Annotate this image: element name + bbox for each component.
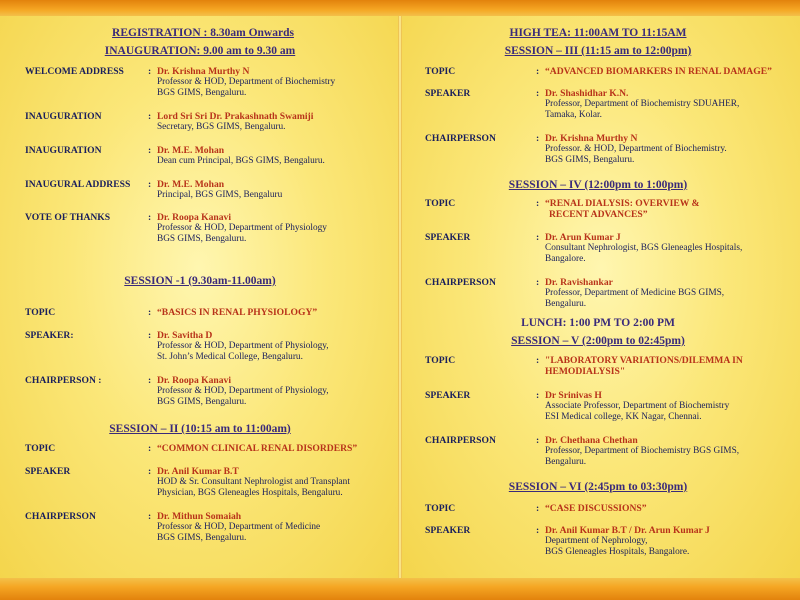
colon: : [148,111,152,122]
speaker-label: SPEAKER [425,88,471,99]
session-3-chair-name: Dr. Krishna Murthy N [545,133,638,144]
colon: : [148,443,152,454]
colon: : [148,511,152,522]
lunch-heading: LUNCH: 1:00 PM TO 2:00 PM [521,317,675,329]
row-label-inauguration: INAUGURATION [25,145,102,156]
inauguration-name: Lord Sri Sri Dr. Prakashnath Swamiji [157,111,314,122]
colon: : [148,179,152,190]
colon: : [536,198,540,209]
colon: : [148,330,152,341]
high-tea-heading: HIGH TEA: 11:00AM TO 11:15AM [509,27,687,39]
session-2-chair-detail: BGS GIMS, Bengaluru. [157,533,247,543]
inaugural-address-name: Dr. M.E. Mohan [157,179,225,190]
colon: : [536,503,540,514]
colon: : [148,307,152,318]
session-4-chair-detail: Bengaluru. [545,299,587,309]
session-3-speaker-detail: Tamaka, Kolar. [545,110,602,120]
colon: : [536,232,540,243]
chairperson-label: CHAIRPERSON [25,511,96,522]
session-1-heading: SESSION -1 (9.30am-11.00am) [124,275,276,287]
topic-label: TOPIC [425,503,456,514]
session-1-topic: “BASICS IN RENAL PHYSIOLOGY” [157,307,318,318]
inauguration-detail: Dean cum Principal, BGS GIMS, Bengaluru. [157,156,325,166]
session-6-topic: “CASE DISCUSSIONS” [545,503,647,514]
topic-label: TOPIC [425,198,456,209]
session-6-speaker-detail: Department of Nephrology, [545,536,648,546]
session-6-speaker-name: Dr. Anil Kumar B.T / Dr. Arun Kumar J [545,525,710,536]
colon: : [148,375,152,386]
session-3-speaker-name: Dr. Shashidhar K.N. [545,88,629,99]
session-2-speaker-name: Dr. Anil Kumar B.T [157,466,239,477]
colon: : [536,355,540,366]
colon: : [536,88,540,99]
session-3-topic: “ADVANCED BIOMARKERS IN RENAL DAMAGE” [545,66,772,77]
topic-label: TOPIC [25,443,56,454]
session-5-topic: HEMODIALYSIS" [545,366,626,377]
session-3-heading: SESSION – III (11:15 am to 12:00pm) [504,45,692,57]
session-5-speaker-detail: Associate Professor, Department of Biochemistry [545,401,730,411]
row-label-inauguration: INAUGURATION [25,111,102,122]
session-6-speaker-detail: BGS Gleneagles Hospitals, Bangalore. [545,547,690,557]
vote-of-thanks-detail: Professor & HOD, Department of Physiology [157,223,327,233]
session-3-chair-detail: BGS GIMS, Bengaluru. [545,155,635,165]
speaker-label: SPEAKER [425,525,471,536]
session-2-topic: “COMMON CLINICAL RENAL DISORDERS” [157,443,358,454]
topic-label: TOPIC [25,307,56,318]
row-label-welcome-address: WELCOME ADDRESS [25,66,124,77]
session-4-speaker-detail: Bangalore. [545,254,586,264]
colon: : [536,133,540,144]
inauguration-name: Dr. M.E. Mohan [157,145,225,156]
session-1-speaker-detail: Professor & HOD, Department of Physiology, [157,341,329,351]
vote-of-thanks-name: Dr. Roopa Kanavi [157,212,232,223]
colon: : [148,145,152,156]
speaker-label: SPEAKER [425,390,471,401]
session-1-chair-name: Dr. Roopa Kanavi [157,375,232,386]
session-3-speaker-detail: Professor, Department of Biochemistry SDUAHER, [545,99,740,109]
session-2-chair-name: Dr. Mithun Somaiah [157,511,242,522]
session-4-topic: RECENT ADVANCES” [549,209,648,220]
speaker-label: SPEAKER [25,466,71,477]
speaker-label: SPEAKER: [25,330,74,341]
inauguration-detail: Secretary, BGS GIMS, Bengaluru. [157,122,286,132]
colon: : [148,212,152,223]
speaker-label: SPEAKER [425,232,471,243]
welcome-address-detail: Professor & HOD, Department of Biochemistry [157,77,336,87]
session-5-speaker-name: Dr Srinivas H [545,390,602,401]
session-5-heading: SESSION – V (2:00pm to 02:45pm) [511,335,685,347]
colon: : [148,466,152,477]
colon: : [536,390,540,401]
session-2-heading: SESSION – II (10:15 am to 11:00am) [109,423,291,435]
session-2-chair-detail: Professor & HOD, Department of Medicine [157,522,321,532]
vote-of-thanks-detail: BGS GIMS, Bengaluru. [157,234,247,244]
inauguration-heading: INAUGURATION: 9.00 am to 9.30 am [104,45,296,57]
chairperson-label: CHAIRPERSON [425,133,496,144]
row-label-inaugural-address: INAUGURAL ADDRESS [25,179,131,190]
colon: : [536,66,540,77]
top-border-band [0,0,800,16]
welcome-address-name: Dr. Krishna Murthy N [157,66,250,77]
chairperson-label: CHAIRPERSON : [25,375,102,386]
session-5-chair-detail: Professor, Department of Biochemistry BGS GIMS, [545,446,740,456]
bottom-border-band [0,578,800,600]
session-4-chair-detail: Professor, Department of Medicine BGS GIMS, [545,288,725,298]
session-1-chair-detail: Professor & HOD, Department of Physiology, [157,386,329,396]
session-4-speaker-name: Dr. Arun Kumar J [545,232,621,243]
colon: : [148,66,152,77]
session-1-chair-detail: BGS GIMS, Bengaluru. [157,397,247,407]
session-5-chair-name: Dr. Chethana Chethan [545,435,638,446]
welcome-address-detail: BGS GIMS, Bengaluru. [157,88,247,98]
colon: : [536,435,540,446]
session-4-speaker-detail: Consultant Nephrologist, BGS Gleneagles Hospitals, [545,243,743,253]
session-1-speaker-name: Dr. Savitha D [157,330,213,341]
session-5-topic: "LABORATORY VARIATIONS/DILEMMA IN [545,355,743,366]
session-3-chair-detail: Professor. & HOD, Department of Biochemistry. [545,144,727,154]
session-2-speaker-detail: Physician, BGS Gleneagles Hospitals, Bengaluru. [157,488,343,498]
colon: : [536,277,540,288]
colon: : [536,525,540,536]
chairperson-label: CHAIRPERSON [425,435,496,446]
topic-label: TOPIC [425,355,456,366]
session-4-heading: SESSION – IV (12:00pm to 1:00pm) [508,179,688,191]
chairperson-label: CHAIRPERSON [425,277,496,288]
session-6-heading: SESSION – VI (2:45pm to 03:30pm) [508,481,688,493]
topic-label: TOPIC [425,66,456,77]
registration-heading: REGISTRATION : 8.30am Onwards [112,27,294,39]
session-1-speaker-detail: St. John’s Medical College, Bengaluru. [157,352,303,362]
session-4-topic: “RENAL DIALYSIS: OVERVIEW & [545,198,700,209]
session-5-speaker-detail: ESI Medical college, KK Nagar, Chennai. [545,412,702,422]
session-5-chair-detail: Bengaluru. [545,457,587,467]
inaugural-address-detail: Principal, BGS GIMS, Bengaluru [157,190,283,200]
session-2-speaker-detail: HOD & Sr. Consultant Nephrologist and Transplant [157,477,350,487]
row-label-vote-of-thanks: VOTE OF THANKS [25,212,111,223]
session-4-chair-name: Dr. Ravishankar [545,277,613,288]
